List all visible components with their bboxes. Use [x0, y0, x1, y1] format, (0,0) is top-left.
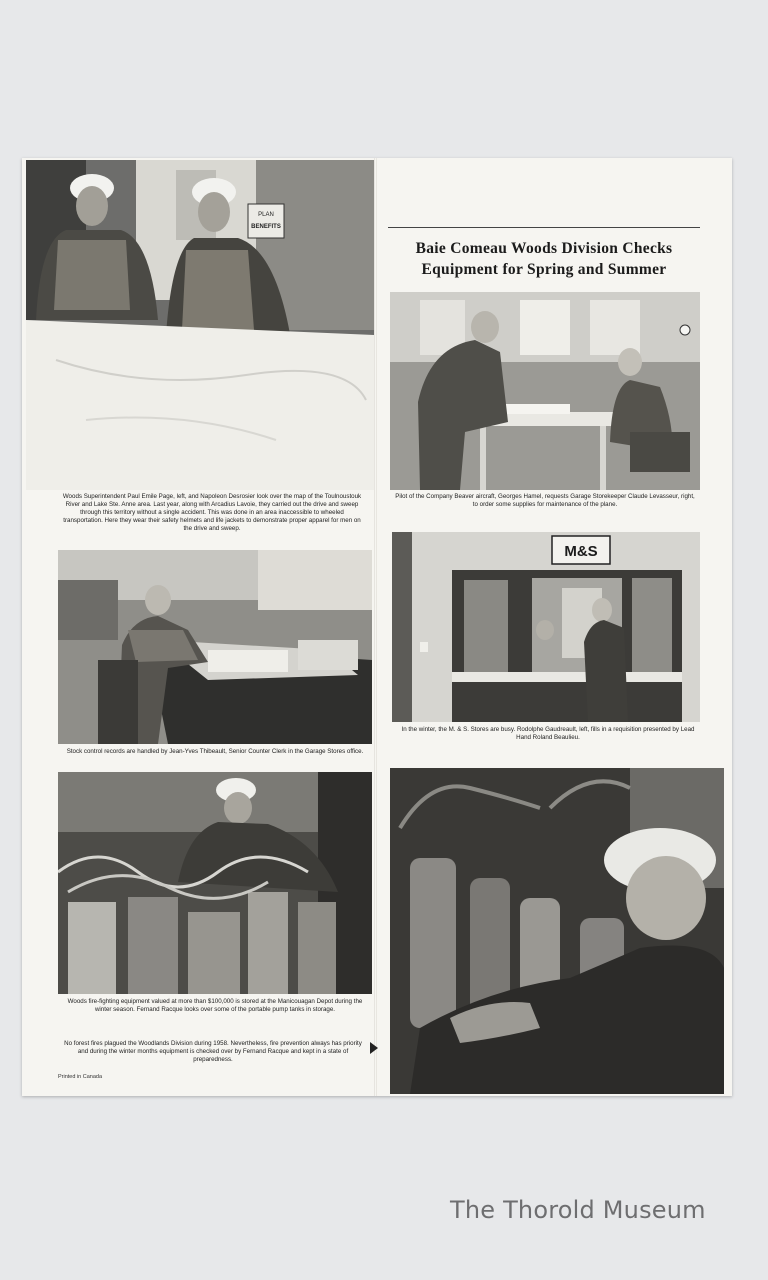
sign-text-top: PLAN [258, 212, 274, 218]
photo-map-review [26, 160, 374, 490]
page-fold [374, 158, 377, 1096]
headline-rule [388, 227, 700, 228]
photo-pilot-request [390, 292, 700, 490]
photo-ms-stores [392, 532, 700, 722]
caption-pilot-request: Pilot of the Company Beaver aircraft, Georges Hamel, requests Garage Storekeeper Claude Levasseur, right, to order some supplies for maintenance of the plane. [395, 493, 695, 508]
article-headline [388, 238, 700, 280]
footer-note: No forest fires plagued the Woodlands Division during 1958. Nevertheless, fire prevention always has priority and during the winter months equipment is checked over by Fernand Racque and kept in a state of preparedness. [64, 1040, 362, 1063]
headline-line-2: Equipment for Spring and Summer [421, 261, 667, 278]
photo-fire-equipment [58, 772, 372, 994]
ms-sign-text: M&S [564, 543, 598, 560]
continue-arrow-icon [370, 1042, 378, 1054]
printed-in-canada: Printed in Canada [58, 1074, 103, 1080]
photo-stock-control [58, 550, 372, 744]
sign-text-bottom: BENEFITS [251, 224, 281, 230]
photo-extinguishers-closeup [390, 768, 724, 1094]
watermark: The Thorold Museum [450, 1196, 706, 1224]
caption-map-review: Woods Superintendent Paul Emile Page, left, and Napoleon Desrosier look over the map of the Toulnoustouk River and Lake Ste. Anne area. Last year, along with Arcadius Lavoie, they carried out the drive and sweep through this territory without a single accident. This was done in an area inaccessible to wheeled transportation. Here they wear their safety helmets and life jackets to demonstrate proper apparel for men on the drive and sweep. [62, 493, 362, 532]
caption-ms-stores: In the winter, the M. & S. Stores are busy. Rodolphe Gaudreault, left, fills in a requisition presented by Lead Hand Roland Beaulieu. [401, 726, 695, 741]
caption-stock-control: Stock control records are handled by Jean-Yves Thibeault, Senior Counter Clerk in the Garage Stores office. [66, 748, 364, 755]
caption-fire-equipment: Woods fire-fighting equipment valued at more than $100,000 is stored at the Manicouagan Depot during the winter season. Fernand Racque looks over some of the portable pump tanks in storage. [67, 998, 363, 1013]
headline-line-1: Baie Comeau Woods Division Checks [415, 240, 673, 257]
